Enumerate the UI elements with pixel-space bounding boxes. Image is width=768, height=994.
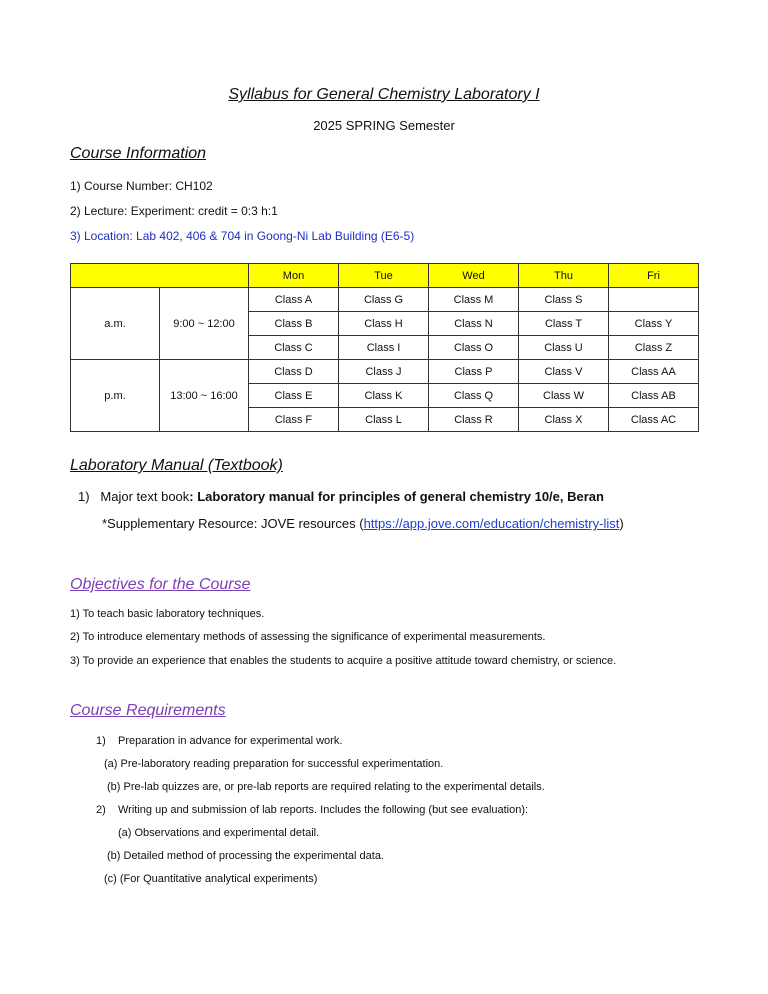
class-cell: Class G xyxy=(339,288,429,312)
course-number: 1) Course Number: CH102 xyxy=(70,179,213,193)
class-cell: Class T xyxy=(519,312,609,336)
class-cell: Class AC xyxy=(609,408,699,432)
class-cell: Class W xyxy=(519,384,609,408)
schedule-table xyxy=(70,263,699,432)
day-header: Mon xyxy=(249,264,339,288)
class-cell: Class Q xyxy=(429,384,519,408)
requirement-subitem: (c) (For Quantitative analytical experiments) xyxy=(104,873,318,885)
manual-title: : Laboratory manual for principles of general chemistry 10/e, Beran xyxy=(189,489,604,504)
requirement-subitem: (a) Observations and experimental detail. xyxy=(118,827,320,839)
class-cell: Class S xyxy=(519,288,609,312)
requirement-item: Preparation in advance for experimental work. xyxy=(118,735,343,747)
am-label: a.m. xyxy=(71,288,160,360)
class-cell: Class Z xyxy=(609,336,699,360)
class-cell: Class O xyxy=(429,336,519,360)
class-cell: Class H xyxy=(339,312,429,336)
class-cell: Class E xyxy=(249,384,339,408)
day-header: Tue xyxy=(339,264,429,288)
am-time: 9:00 ~ 12:00 xyxy=(160,288,249,360)
day-header: Thu xyxy=(519,264,609,288)
lecture-credit: 2) Lecture: Experiment: credit = 0:3 h:1 xyxy=(70,204,278,218)
objective-item: 3) To provide an experience that enables the students to acquire a positive attitude toward chemistry, or science. xyxy=(70,655,617,667)
supp-prefix: *Supplementary Resource: JOVE resources ( xyxy=(102,516,364,531)
class-cell: Class F xyxy=(249,408,339,432)
requirement-item: Writing up and submission of lab reports. Includes the following (but see evaluation): xyxy=(118,804,529,816)
class-cell: Class M xyxy=(429,288,519,312)
class-cell: Class Y xyxy=(609,312,699,336)
day-header: Fri xyxy=(609,264,699,288)
manual-prefix: Major text book xyxy=(100,489,190,504)
class-cell: Class I xyxy=(339,336,429,360)
pm-time: 13:00 ~ 16:00 xyxy=(160,360,249,432)
requirement-number: 2) xyxy=(96,804,106,816)
class-cell: Class AB xyxy=(609,384,699,408)
class-cell: Class U xyxy=(519,336,609,360)
class-cell: Class V xyxy=(519,360,609,384)
objective-item: 1) To teach basic laboratory techniques. xyxy=(70,608,265,620)
table-row xyxy=(71,360,699,384)
class-cell xyxy=(609,288,699,312)
location: 3) Location: Lab 402, 406 & 704 in Goong-Ni Lab Building (E6-5) xyxy=(70,229,415,243)
schedule-header-row xyxy=(71,264,699,288)
objective-item: 2) To introduce elementary methods of assessing the significance of experimental measurements. xyxy=(70,631,546,643)
class-cell: Class C xyxy=(249,336,339,360)
requirement-subitem: (a) Pre-laboratory reading preparation for successful experimentation. xyxy=(104,758,444,770)
major-text-book xyxy=(78,489,604,504)
class-cell: Class R xyxy=(429,408,519,432)
document-title: Syllabus for General Chemistry Laboratory I xyxy=(228,86,540,103)
objectives-heading: Objectives for the Course xyxy=(70,576,251,593)
class-cell: Class P xyxy=(429,360,519,384)
class-cell: Class J xyxy=(339,360,429,384)
requirement-subitem: (b) Pre-lab quizzes are, or pre-lab reports are required relating to the experimental details. xyxy=(107,781,545,793)
class-cell: Class B xyxy=(249,312,339,336)
table-row xyxy=(71,288,699,312)
manual-item-number: 1) xyxy=(78,489,90,504)
class-cell: Class X xyxy=(519,408,609,432)
laboratory-manual-heading: Laboratory Manual (Textbook) xyxy=(70,457,283,474)
requirement-subitem: (b) Detailed method of processing the experimental data. xyxy=(107,850,384,862)
supp-suffix: ) xyxy=(619,516,624,531)
course-requirements-heading: Course Requirements xyxy=(70,702,226,719)
class-cell: Class L xyxy=(339,408,429,432)
requirement-number: 1) xyxy=(96,735,106,747)
class-cell: Class N xyxy=(429,312,519,336)
course-information-heading: Course Information xyxy=(70,145,207,162)
class-cell: Class K xyxy=(339,384,429,408)
class-cell: Class D xyxy=(249,360,339,384)
jove-link[interactable]: https://app.jove.com/education/chemistry-list xyxy=(363,516,620,531)
supplementary-resource xyxy=(102,516,624,531)
day-header: Wed xyxy=(429,264,519,288)
semester-label: 2025 SPRING Semester xyxy=(313,118,455,133)
pm-label: p.m. xyxy=(71,360,160,432)
class-cell: Class AA xyxy=(609,360,699,384)
schedule-corner-cell xyxy=(71,264,249,288)
class-cell: Class A xyxy=(249,288,339,312)
